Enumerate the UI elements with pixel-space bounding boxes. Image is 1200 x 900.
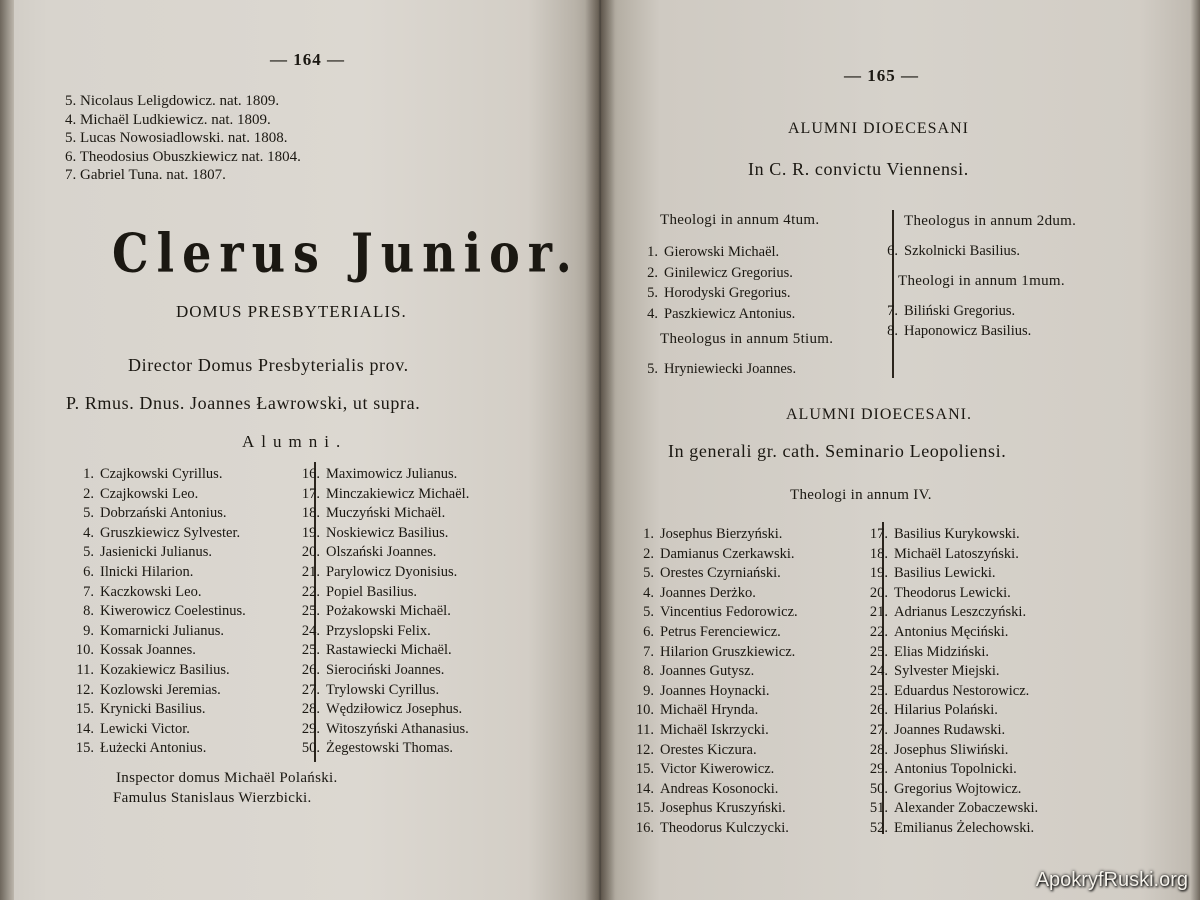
list-item-number: 19.: [301, 524, 320, 541]
alumni-list-col1: [66, 465, 246, 759]
list-item: [292, 720, 469, 740]
list-item-name: Eduardus Nestorowicz.: [894, 682, 1030, 699]
list-item-number: 25.: [869, 643, 888, 660]
list-item: [860, 643, 1038, 663]
list-item-number: 24.: [869, 663, 888, 680]
list-item-number: 15.: [75, 740, 94, 757]
list-item: [66, 622, 246, 642]
list-item-name: Pożakowski Michaël.: [326, 603, 451, 620]
list-item-number: 10.: [635, 702, 654, 719]
list-item: [870, 322, 1031, 342]
list-item: [626, 662, 798, 682]
list-item-name: Maximowicz Julianus.: [326, 466, 458, 482]
list-item: [626, 603, 798, 623]
list-item-name: Emilianus Żelechowski.: [894, 819, 1035, 836]
list-item: [626, 564, 798, 584]
list-item-number: 5.: [647, 361, 658, 377]
list-item-name: Trylowski Cyrillus.: [326, 681, 440, 698]
list-item-number: 22.: [301, 583, 320, 600]
list-item-name: Ilnicki Hilarion.: [100, 563, 194, 580]
page-number-left: — 164 —: [270, 50, 345, 69]
list-item-name: Kiwerowicz Coelestinus.: [100, 603, 246, 620]
list-item: [66, 485, 246, 505]
list-item-name: Czajkowski Leo.: [100, 485, 199, 502]
list-item: [860, 819, 1038, 839]
list-item-number: 25.: [869, 682, 888, 699]
list-item-number: 2.: [83, 485, 94, 502]
vienna-right-heading: Theologus in annum 2dum.: [904, 213, 1077, 229]
list-item: [870, 302, 1031, 322]
list-item: [292, 602, 469, 622]
list-item-number: 29.: [869, 761, 888, 778]
list-item: [292, 641, 469, 661]
list-item: [66, 563, 246, 583]
list-item-name: Victor Kiwerowicz.: [660, 761, 775, 778]
list-item-name: Parylowicz Dyonisius.: [326, 563, 458, 580]
list-item-number: 19.: [869, 565, 888, 582]
seminary-list-col2: [860, 525, 1038, 839]
list-item-name: Joannes Derżko.: [660, 584, 756, 601]
list-item: [66, 720, 246, 740]
list-item: [66, 504, 246, 524]
list-item-name: Sylvester Miejski.: [894, 663, 1000, 680]
list-item: 7. Gabriel Tuna. nat. 1807.: [65, 167, 226, 183]
list-item-name: Adrianus Leszczyński.: [894, 604, 1027, 621]
list-item: [860, 603, 1038, 623]
list-item-number: 8.: [643, 663, 654, 680]
vienna-right-list-2: [870, 302, 1031, 341]
list-item-name: Joannes Rudawski.: [894, 721, 1006, 738]
inspector-line: Inspector domus Michaël Polański.: [116, 770, 338, 786]
list-item: [66, 641, 246, 661]
subheading-vienna: In C. R. convictu Viennensi.: [748, 159, 969, 179]
list-item-number: 11.: [76, 661, 94, 678]
list-item-name: Łużecki Antonius.: [100, 740, 207, 757]
list-item: 6. Theodosius Obuszkiewicz nat. 1804.: [65, 148, 301, 165]
list-item-name: Hilarion Gruszkiewicz.: [660, 643, 796, 660]
list-item-name: Joannes Hoynacki.: [660, 682, 770, 699]
list-item-number: 5.: [83, 544, 94, 561]
list-item: [626, 819, 798, 839]
list-item: [626, 643, 798, 663]
list-item-number: 10.: [75, 642, 94, 659]
list-item-number: 51.: [869, 800, 888, 817]
list-item-number: 5.: [643, 604, 654, 621]
list-item-name: Antonius Męciński.: [894, 623, 1009, 640]
vienna-left-list: [630, 242, 795, 324]
list-item-name: Basilius Kurykowski.: [894, 526, 1020, 542]
list-item: [292, 739, 469, 759]
list-item-number: 8.: [887, 322, 898, 339]
page-number-right: — 165 —: [844, 66, 919, 85]
alumni-list-col2: [292, 465, 469, 759]
list-item-number: 7.: [83, 583, 94, 600]
list-item: [860, 584, 1038, 604]
list-item: [860, 799, 1038, 819]
continued-list: [65, 92, 301, 185]
list-item: [630, 360, 796, 380]
list-item: [860, 564, 1038, 584]
list-item: [626, 682, 798, 702]
list-item: [66, 524, 246, 544]
list-item: [626, 760, 798, 780]
list-item-name: Andreas Kosonocki.: [660, 780, 779, 797]
list-item-name: Gregorius Wojtowicz.: [894, 780, 1022, 797]
list-item-number: 2.: [643, 545, 654, 562]
list-item-name: Gruszkiewicz Sylvester.: [100, 524, 241, 541]
list-item-name: Kossak Joannes.: [100, 642, 196, 659]
list-item-number: 5.: [647, 285, 658, 301]
list-item: 5. Nicolaus Leligdowicz. nat. 1809.: [65, 93, 280, 109]
list-item-name: Ginilewicz Gregorius.: [664, 264, 793, 281]
list-item-name: Szkolnicki Basilius.: [904, 243, 1020, 259]
list-item-name: Michaël Hrynda.: [660, 702, 759, 719]
list-item-number: 4.: [647, 305, 658, 322]
theologi-heading: Theologi in annum IV.: [790, 487, 932, 503]
list-item: [630, 263, 795, 284]
list-item: [626, 525, 798, 545]
list-item-number: 17.: [869, 526, 888, 542]
list-item-name: Przyslopski Felix.: [326, 622, 431, 639]
domus-heading: DOMUS PRESBYTERIALIS.: [176, 302, 407, 321]
vienna-left-heading-2: Theologus in annum 5tium.: [660, 331, 834, 347]
list-item: [860, 525, 1038, 545]
seminary-list-col1: [626, 525, 798, 839]
list-item: [630, 283, 795, 304]
list-item-number: 5.: [643, 565, 654, 582]
list-item-number: 7.: [887, 303, 898, 319]
list-item: [860, 760, 1038, 780]
page-edge-shadow: [0, 0, 14, 900]
subheading-leopoliensi: In generali gr. cath. Seminario Leopoliensi.: [668, 441, 1007, 461]
list-item-number: 22.: [869, 623, 888, 640]
list-item-name: Biliński Gregorius.: [904, 303, 1016, 319]
list-item: [292, 661, 469, 681]
list-item-number: 8.: [83, 603, 94, 620]
list-item-name: Wędziłowicz Josephus.: [326, 701, 463, 718]
list-item-name: Haponowicz Basilius.: [904, 322, 1032, 339]
vienna-left-heading: Theologi in annum 4tum.: [660, 212, 820, 228]
list-item-number: 28.: [301, 701, 320, 718]
list-item: [860, 545, 1038, 565]
list-item-number: 1.: [647, 244, 658, 260]
list-item: [626, 741, 798, 761]
list-item-name: Alexander Zobaczewski.: [894, 800, 1039, 817]
list-item: [66, 700, 246, 720]
list-item: [292, 504, 469, 524]
vienna-right-list: [870, 242, 1020, 262]
famulus-line: Famulus Stanislaus Wierzbicki.: [113, 790, 312, 806]
list-item-name: Orestes Czyrniański.: [660, 565, 781, 582]
list-item: [66, 681, 246, 701]
list-item-name: Popiel Basilius.: [326, 583, 418, 600]
list-item-name: Witoszyński Athanasius.: [326, 720, 469, 737]
list-item: [860, 682, 1038, 702]
list-item-number: 26.: [301, 661, 320, 678]
list-item-name: Damianus Czerkawski.: [660, 545, 795, 562]
list-item-name: Theodorus Kulczycki.: [660, 819, 789, 836]
list-item: [630, 304, 795, 325]
list-item-name: Czajkowski Cyrillus.: [100, 466, 223, 482]
list-item: [860, 780, 1038, 800]
list-item-number: 11.: [636, 721, 654, 738]
list-item: [66, 583, 246, 603]
list-item-number: 50.: [301, 740, 320, 757]
list-item: [292, 583, 469, 603]
list-item-name: Kozlowski Jeremias.: [100, 681, 221, 698]
list-item-number: 14.: [75, 720, 94, 737]
list-item-name: Orestes Kiczura.: [660, 741, 757, 758]
list-item: 5. Lucas Nowosiadlowski. nat. 1808.: [65, 130, 288, 146]
list-item-number: 52.: [869, 819, 888, 836]
list-item-number: 27.: [869, 721, 888, 738]
list-item-name: Josephus Bierzyński.: [660, 526, 783, 542]
list-item-name: Josephus Sliwiński.: [894, 741, 1009, 758]
list-item-number: 18.: [301, 505, 320, 522]
list-item-number: 50.: [869, 780, 888, 797]
list-item: [292, 465, 469, 485]
list-item: [860, 623, 1038, 643]
list-item: [292, 485, 469, 505]
list-item-name: Muczyński Michaël.: [326, 505, 446, 522]
list-item-number: 18.: [869, 545, 888, 562]
list-item-number: 25.: [301, 603, 320, 620]
list-item-number: 16.: [635, 819, 654, 836]
list-item-number: 15.: [635, 800, 654, 817]
list-item: [66, 602, 246, 622]
list-item-name: Basilius Lewicki.: [894, 565, 996, 582]
list-item-name: Michaël Iskrzycki.: [660, 721, 769, 738]
list-item-number: 12.: [635, 741, 654, 758]
list-item-name: Petrus Ferenciewicz.: [660, 623, 781, 640]
list-item-number: 9.: [83, 622, 94, 639]
alumni-heading: Alumni.: [242, 432, 348, 451]
list-item-name: Noskiewicz Basilius.: [326, 524, 449, 541]
list-item: [292, 524, 469, 544]
list-item-number: 28.: [869, 741, 888, 758]
list-item: [66, 465, 246, 485]
list-item: [292, 543, 469, 563]
list-item: [860, 721, 1038, 741]
list-item-number: 4.: [83, 524, 94, 541]
list-item-name: Minczakiewicz Michaël.: [326, 485, 470, 502]
list-item-number: 21.: [869, 604, 888, 621]
list-item-number: 29.: [301, 720, 320, 737]
list-item: [66, 543, 246, 563]
heading-alumni-dioecesani-2: ALUMNI DIOECESANI.: [786, 406, 972, 423]
list-item-number: 6.: [83, 563, 94, 580]
book-gutter: [585, 0, 615, 900]
list-item: [626, 701, 798, 721]
list-item-number: 26.: [869, 702, 888, 719]
list-item-name: Sierociński Joannes.: [326, 661, 445, 678]
list-item-number: 9.: [643, 682, 654, 699]
list-item-number: 5.: [83, 505, 94, 522]
list-item: [626, 623, 798, 643]
list-item: [626, 799, 798, 819]
list-item-number: 1.: [643, 526, 654, 542]
list-item-number: 4.: [643, 584, 654, 601]
list-item-name: Kaczkowski Leo.: [100, 583, 202, 600]
list-item: [860, 741, 1038, 761]
list-item-name: Michaël Latoszyński.: [894, 545, 1019, 562]
heading-alumni-dioecesani: ALUMNI DIOECESANI: [788, 120, 969, 137]
list-item-number: 17.: [301, 485, 320, 502]
director-name: P. Rmus. Dnus. Joannes Ławrowski, ut supra.: [66, 393, 421, 413]
list-item: [292, 563, 469, 583]
list-item-name: Antonius Topolnicki.: [894, 761, 1017, 778]
watermark: ApokryfRuski.org: [1035, 869, 1188, 891]
list-item-number: 2.: [647, 264, 658, 281]
list-item: [66, 739, 246, 759]
list-item-number: 7.: [643, 643, 654, 660]
list-item-name: Kozakiewicz Basilius.: [100, 661, 230, 678]
list-item-number: 27.: [301, 681, 320, 698]
list-item: [626, 721, 798, 741]
list-item-name: Joannes Gutysz.: [660, 663, 755, 680]
list-item-name: Jasienicki Julianus.: [100, 544, 212, 561]
list-item-name: Josephus Kruszyński.: [660, 800, 786, 817]
list-item-number: 14.: [635, 780, 654, 797]
list-item-number: 15.: [635, 761, 654, 778]
list-item-number: 6.: [643, 623, 654, 640]
list-item-name: Krynicki Basilius.: [100, 701, 206, 718]
list-item-name: Żegestowski Thomas.: [326, 740, 453, 757]
list-item: 4. Michaël Ludkiewicz. nat. 1809.: [65, 111, 271, 128]
list-item-number: 20.: [869, 584, 888, 601]
list-item: [860, 662, 1038, 682]
list-item-name: Olszański Joannes.: [326, 544, 437, 561]
list-item: [870, 242, 1020, 262]
list-item-number: 21.: [301, 563, 320, 580]
list-item-name: Horodyski Gregorius.: [664, 285, 791, 301]
list-item-number: 20.: [301, 544, 320, 561]
list-item-name: Hilarius Polański.: [894, 702, 998, 719]
list-item: [292, 622, 469, 642]
list-item: [860, 701, 1038, 721]
list-item: [292, 700, 469, 720]
list-item: [626, 545, 798, 565]
list-item: [630, 242, 795, 263]
list-item-name: Komarnicki Julianus.: [100, 622, 225, 639]
list-item-name: Gierowski Michaël.: [664, 244, 780, 260]
list-item-name: Elias Midziński.: [894, 643, 990, 660]
list-item-number: 1.: [83, 466, 94, 482]
list-item: [626, 780, 798, 800]
list-item-name: Dobrzański Antonius.: [100, 505, 227, 522]
page-edge-shadow-right: [1190, 0, 1200, 900]
director-line: Director Domus Presbyterialis prov.: [128, 355, 409, 375]
list-item-number: 12.: [75, 681, 94, 698]
list-item-name: Lewicki Victor.: [100, 720, 190, 737]
list-item-number: 25.: [301, 642, 320, 659]
vienna-left-list-2: [630, 360, 796, 380]
list-item-name: Paszkiewicz Antonius.: [664, 305, 796, 322]
list-item-number: 24.: [301, 622, 320, 639]
list-item: [626, 584, 798, 604]
list-item-name: Vincentius Fedorowicz.: [660, 604, 798, 621]
list-item: [66, 661, 246, 681]
list-item: [292, 681, 469, 701]
right-page: [600, 0, 1200, 900]
list-item-number: 6.: [887, 243, 898, 259]
list-item-name: Rastawiecki Michaël.: [326, 642, 452, 659]
vienna-right-heading-2: Theologi in annum 1mum.: [898, 273, 1065, 289]
list-item-name: Theodorus Lewicki.: [894, 584, 1011, 601]
list-item-number: 16.: [301, 466, 320, 482]
list-item-name: Hryniewiecki Joannes.: [664, 361, 797, 377]
list-item-number: 15.: [75, 701, 94, 718]
vienna-column-divider: [892, 210, 894, 378]
section-title: Clerus Junior.: [112, 222, 580, 285]
